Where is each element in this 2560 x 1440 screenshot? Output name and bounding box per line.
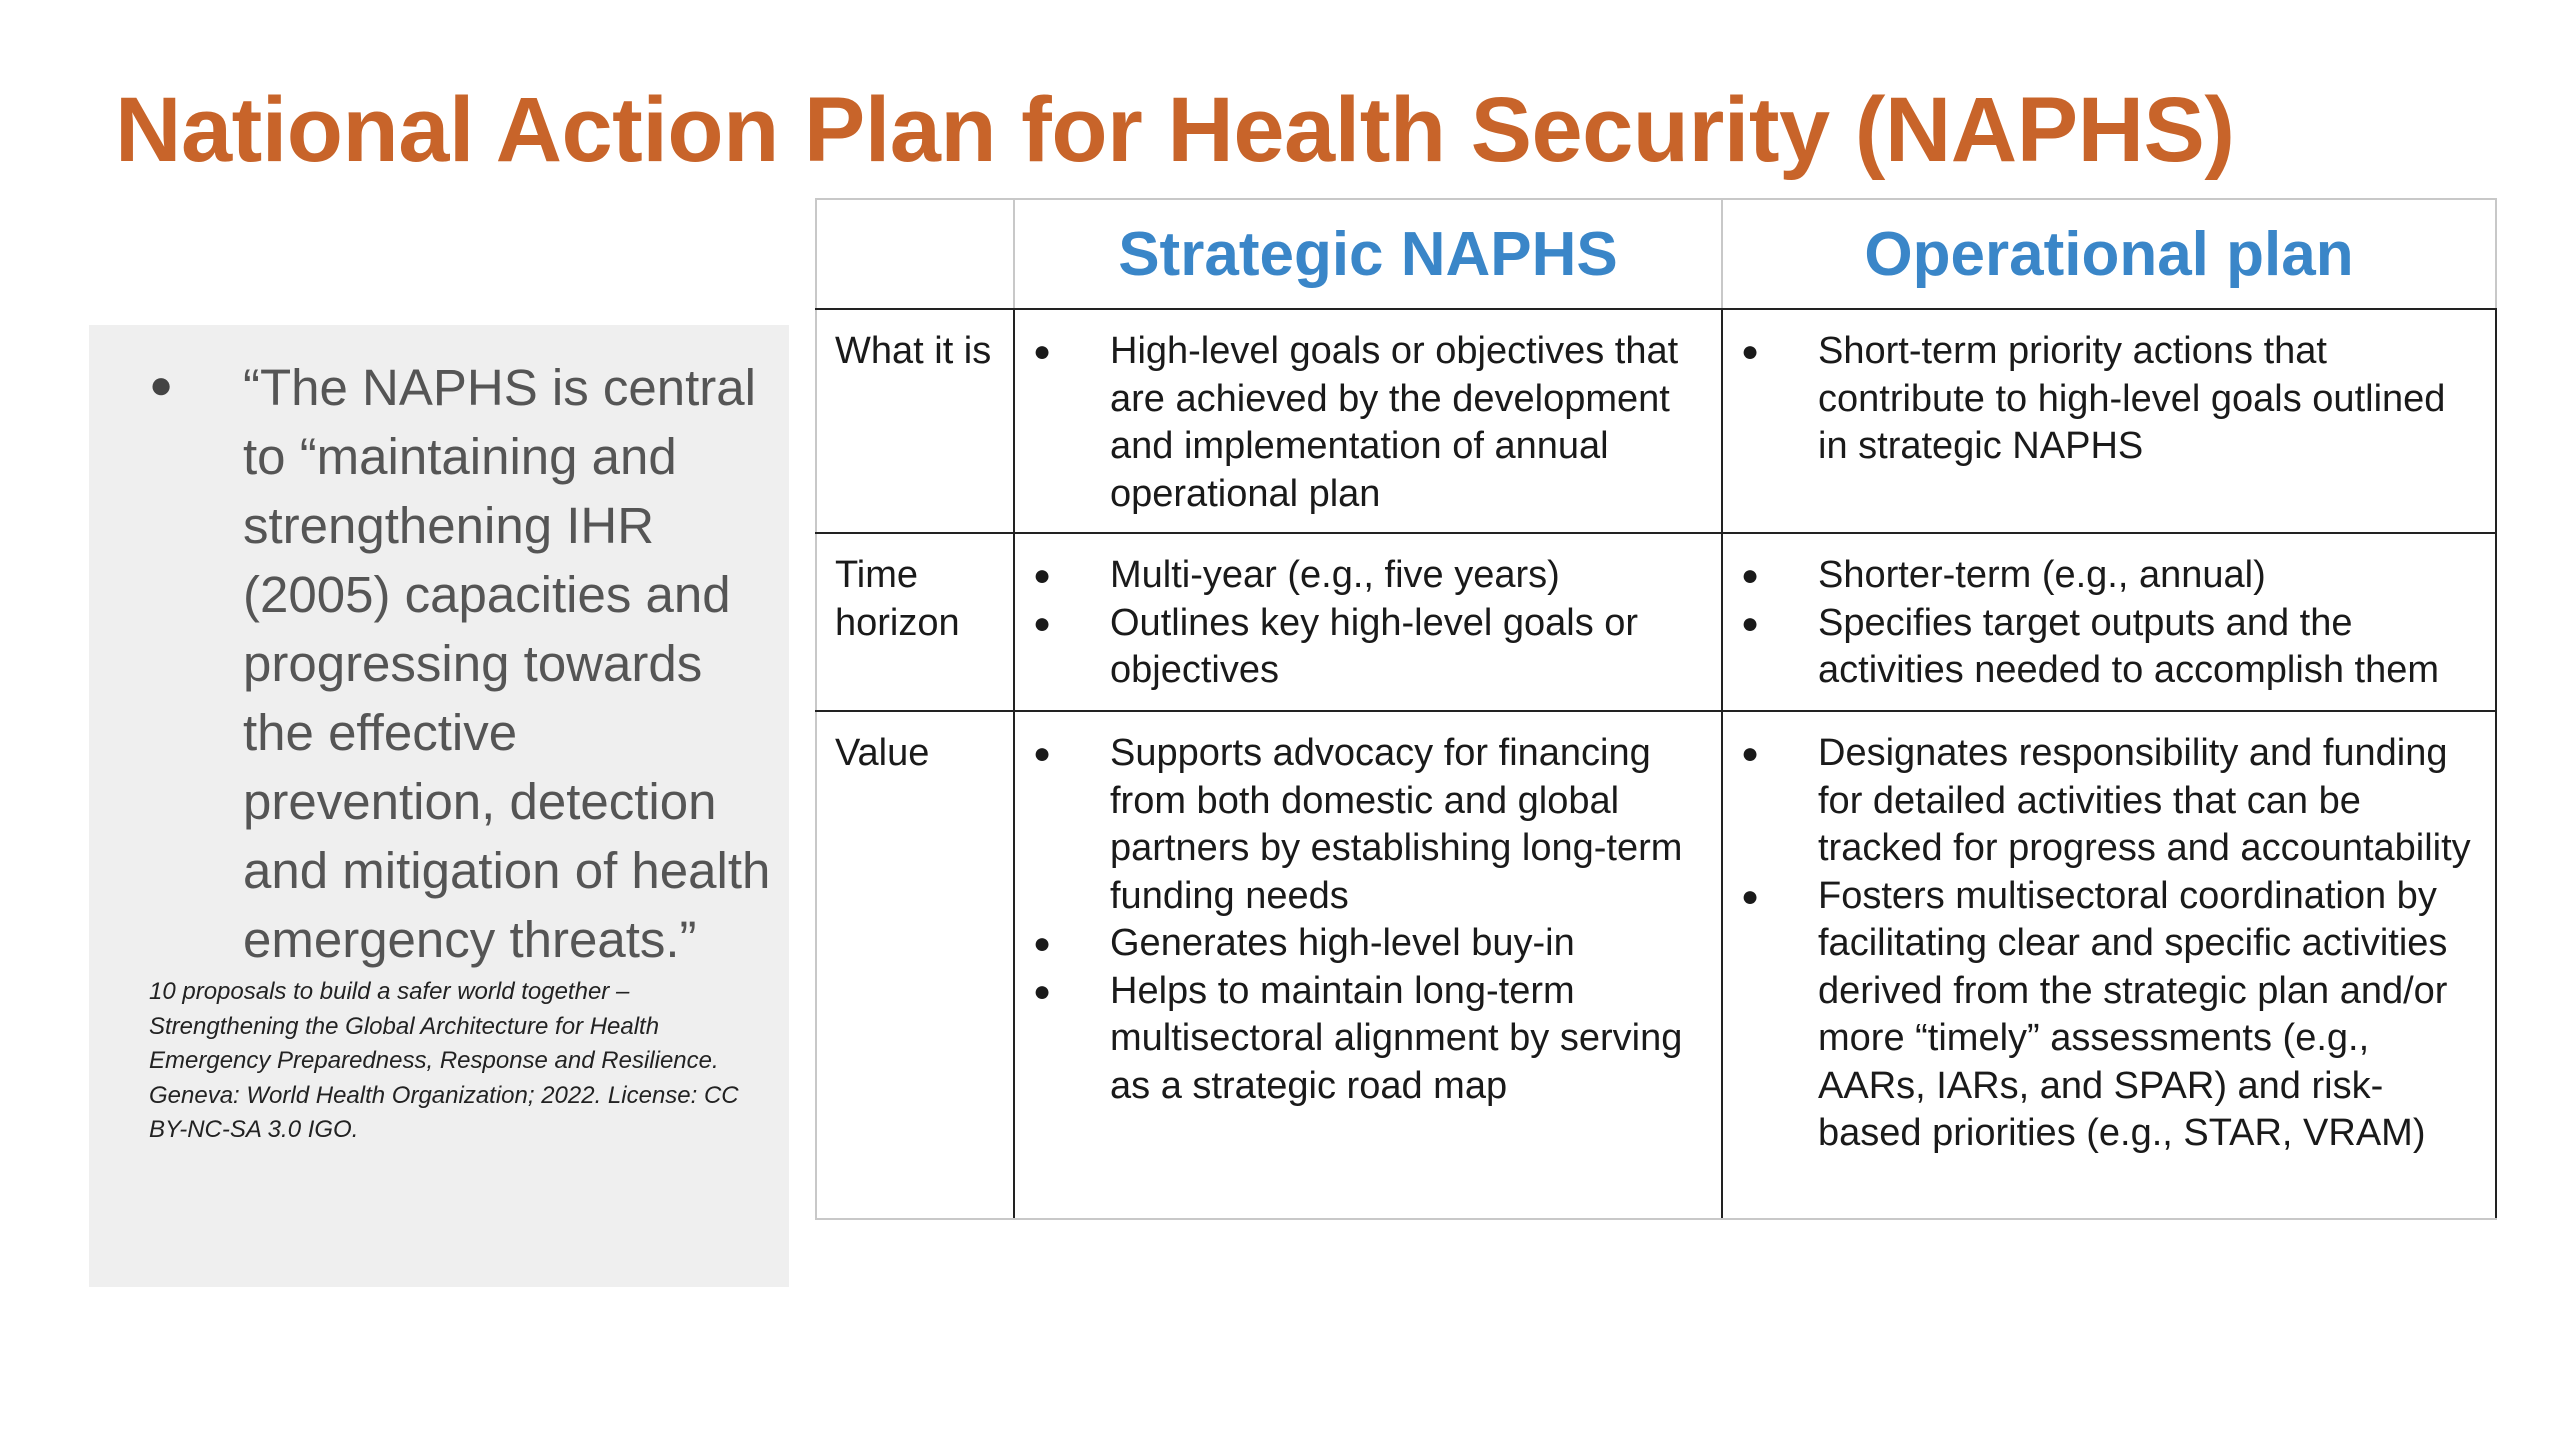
cell-strategic [1014,711,1722,1219]
table-header-row [816,199,2496,309]
bullet-icon: ● [1741,559,1760,592]
quote-text: “The NAPHS is central to “maintaining and strengthening IHR (2005) capacities and progressing towards the effective prevention, detection and mitigation of health emergency threats.” [243,359,771,968]
list-item: ● Generates high-level buy-in [1015,920,1701,968]
cell-operational [1722,533,2496,711]
bullet-icon: ● [1741,879,1760,913]
list-item: ● Fosters multisectoral coordination by facilitating clear and specific activities derived from the strategic plan and/or more “timely” assessments (e.g., AARs, IARs, and SPAR) and risk-based priorities (e.g., STAR, VRAM) [1741,874,2448,1154]
list-item: ● Designates responsibility and funding for detailed activities that can be tracked for progress and accountability [1741,732,2471,869]
citation-text: 10 proposals to build a safer world together – Strengthening the Global Architecture for Health Emergency Preparedness, Response and Resilience. Geneva: World Health Organization; 2022. License: CC BY-NC-SA 3.0 IGO. [149,978,739,1143]
cell-strategic [1014,309,1722,533]
list-item: ● Short-term priority actions that contribute to high-level goals outlined in strategic NAPHS [1741,330,2446,467]
table-row [816,309,2496,533]
cell-operational [1722,711,2496,1219]
quote-panel [89,325,789,1287]
list-item: ● Specifies target outputs and the activities needed to accomplish them [1741,601,2439,691]
row-label-time-horizon: Time horizon [816,533,1014,711]
table-row [816,711,2496,1219]
list-item: ● High-level goals or objectives that are achieved by the development and implementation of annual operational plan [1033,330,1679,515]
bullet-icon: ● [1033,737,1052,770]
bullet-icon: ● [1033,559,1052,592]
bullet-icon: ● [1033,974,1052,1008]
slide-title: National Action Plan for Health Security (NAPHS) [115,79,2235,181]
list-item: ● Helps to maintain long-term multisectoral alignment by serving as a strategic road map [1033,969,1683,1107]
list-item: ● Outlines key high-level goals or objectives [1033,601,1639,691]
row-label-what-it-is: What it is [816,309,1014,533]
row-label-value: Value [816,711,1014,1219]
comparison-table [815,198,2497,1220]
header-cell-blank [816,199,1014,309]
bullet-icon: ● [1741,606,1760,640]
bullet-icon: ● [1033,927,1052,960]
bullet-icon: ● [1033,335,1052,368]
cell-operational [1722,309,2496,533]
header-strategic-naphs: Strategic NAPHS [1014,199,1722,309]
header-operational-plan: Operational plan [1722,199,2496,309]
bullet-icon: ● [1741,335,1760,368]
bullet-icon: ● [149,363,174,407]
cell-strategic [1014,533,1722,711]
bullet-icon: ● [1741,737,1760,770]
list-item: ● Shorter-term (e.g., annual) [1723,552,2475,600]
list-item: ● Supports advocacy for financing from both domestic and global partners by establishing long-term funding needs [1033,732,1683,917]
bullet-icon: ● [1033,606,1052,640]
list-item: ● Multi-year (e.g., five years) [1015,552,1701,600]
table-row [816,533,2496,711]
